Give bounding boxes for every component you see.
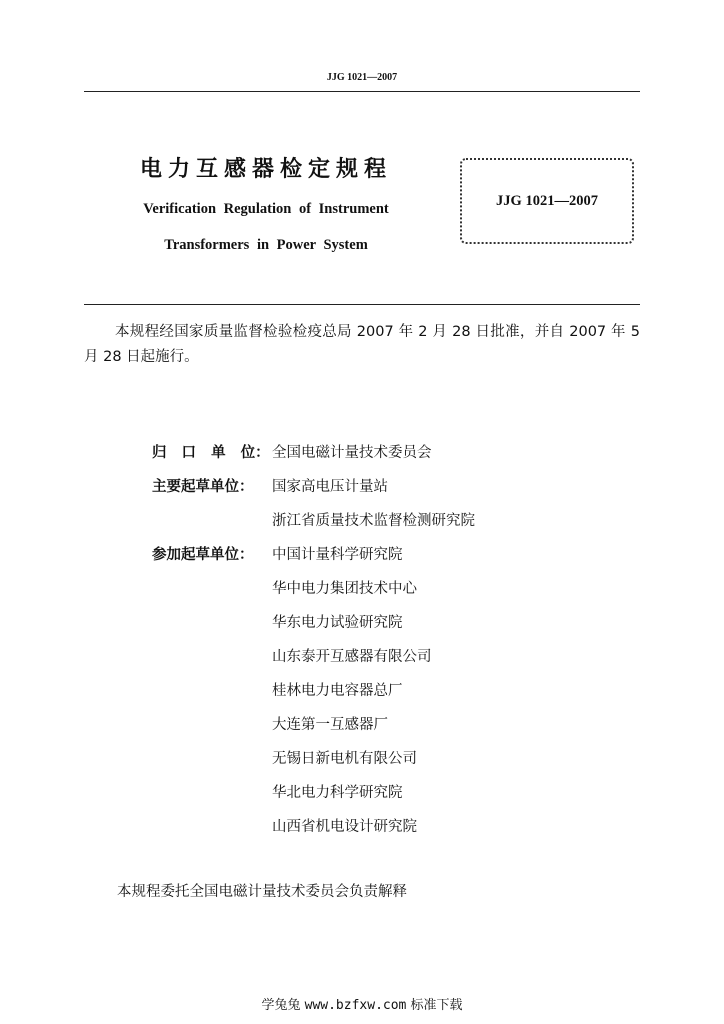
participating-unit-1: 中国计量科学研究院 [272,547,403,563]
participating-unit-5: 桂林电力电容器总厂 [272,683,403,699]
participating-unit-2: 华中电力集团技术中心 [272,581,417,597]
source-url[interactable]: www.bzfxw.com [304,998,407,1013]
participating-unit-4: 山东泰开互感器有限公司 [272,649,432,665]
main-drafting-unit-1: 国家高电压计量站 [272,479,388,495]
responsible-unit-label [152,441,270,462]
title-chinese: 电力互感器检定规程 [139,157,392,182]
responsible-unit-label-text: 归 口 单 位： [152,445,270,461]
participating-unit-3: 华东电力试验研究院 [272,615,403,631]
title-english-line1: Verification Regulation of Instrument [143,201,389,217]
participating-unit-6: 大连第一互感器厂 [272,717,388,733]
source-suffix: 标准下载 [410,998,463,1013]
participating-unit-9: 山西省机电设计研究院 [272,819,417,835]
source-watermark [0,994,724,1013]
header-code: JJG 1021—2007 [326,72,398,83]
participating-unit-7: 无锡日新电机有限公司 [272,751,417,767]
participating-label: 参加起草单位： [152,547,254,563]
approval-paragraph: 本规程经国家质量监督检验检疫总局 2007 年 2 月 28 日批准，并自 2007 年 5 月 28 日起施行。 [84,324,640,365]
responsible-unit: 全国电磁计量技术委员会 [272,445,432,461]
header-rule [84,91,640,92]
source-prefix: 学兔兔 [261,998,301,1013]
title-english-line2: Transformers in Power System [164,237,368,253]
code-box [460,158,634,244]
main-drafting-label: 主要起草单位： [152,479,254,495]
main-drafting-unit-2: 浙江省质量技术监督检测研究院 [272,513,475,529]
participating-unit-8: 华北电力科学研究院 [272,785,403,801]
title-rule [84,304,640,305]
code-box-text: JJG 1021—2007 [496,192,598,209]
interpretation-note: 本规程委托全国电磁计量技术委员会负责解释 [117,884,407,900]
